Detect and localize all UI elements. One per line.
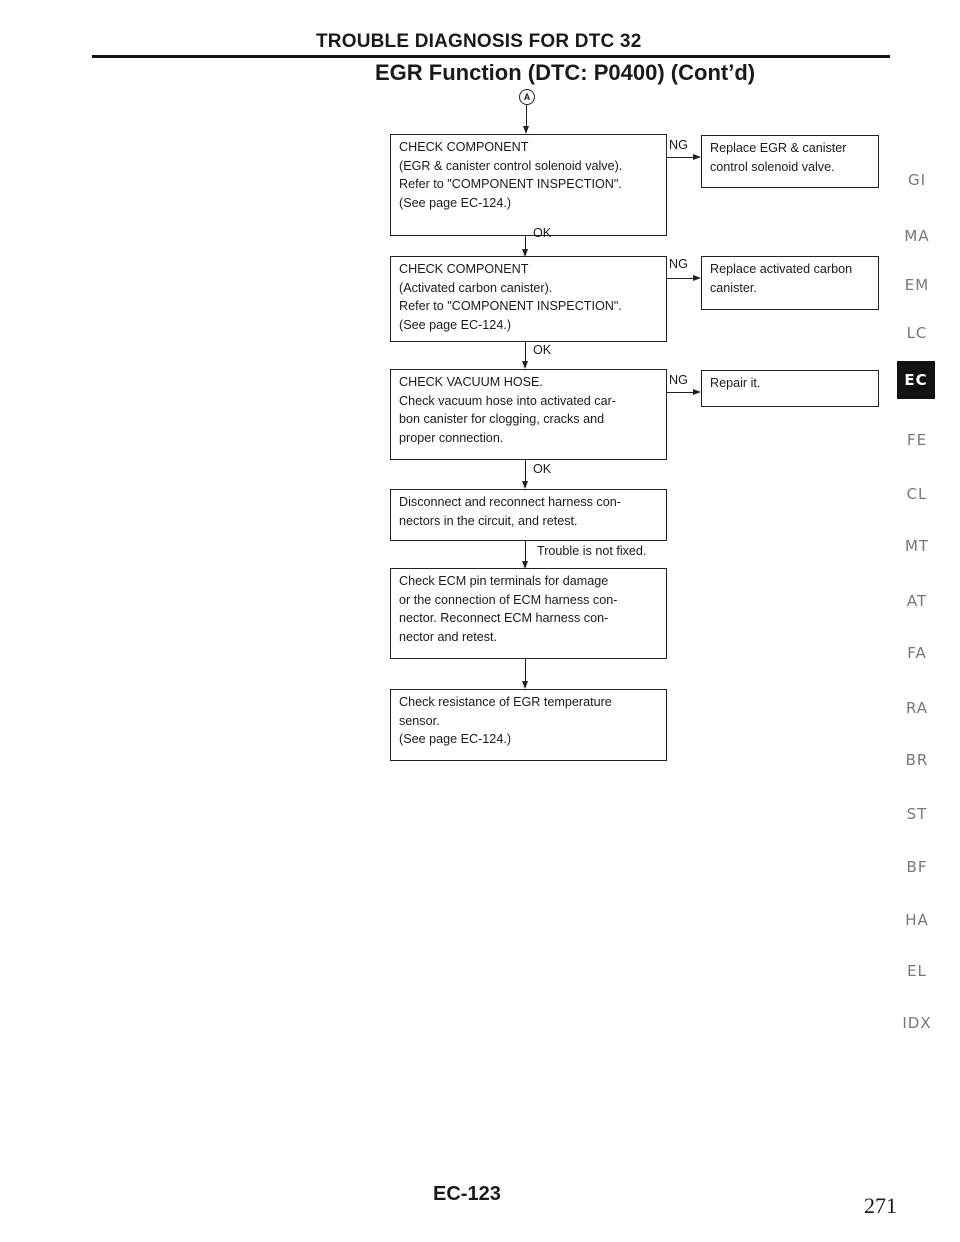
step1-ok-label: OK	[533, 226, 552, 240]
side-tab-ha[interactable]: HA	[905, 911, 929, 929]
step2-ng-label: NG	[669, 257, 688, 271]
side-tab-bf[interactable]: BF	[906, 858, 928, 876]
step3-ok-label: OK	[533, 462, 552, 476]
side-tab-mt[interactable]: MT	[904, 537, 930, 555]
step3-ng-box: Repair it.	[701, 370, 879, 407]
arrow-right-icon	[693, 389, 701, 395]
side-tab-el[interactable]: EL	[907, 962, 927, 980]
arrow-right-icon	[693, 154, 701, 160]
side-tab-em[interactable]: EM	[904, 276, 930, 294]
side-tab-gi[interactable]: GI	[907, 171, 927, 189]
arrow-down-icon	[523, 126, 529, 134]
step5-box: Check ECM pin terminals for damage or the connection of ECM harness con- nector. Reconnect ECM harness con- nector and retest.	[390, 568, 667, 659]
side-tab-ec-active[interactable]: EC	[897, 361, 935, 399]
step1-ng-box: Replace EGR & canister control solenoid valve.	[701, 135, 879, 188]
step2-ok-label: OK	[533, 343, 552, 357]
side-tab-fe[interactable]: FE	[906, 431, 928, 449]
step3-box: CHECK VACUUM HOSE. Check vacuum hose into activated car- bon canister for clogging, cracks and proper connection.	[390, 369, 667, 460]
step3-ng-label: NG	[669, 373, 688, 387]
flow-line	[525, 541, 526, 562]
side-tab-lc[interactable]: LC	[906, 324, 928, 342]
step4-next-label: Trouble is not fixed.	[537, 544, 647, 558]
step4-box: Disconnect and reconnect harness con- nectors in the circuit, and retest.	[390, 489, 667, 541]
flow-line	[667, 392, 695, 393]
step6-box: Check resistance of EGR temperature sensor. (See page EC-124.)	[390, 689, 667, 761]
page-subtitle: EGR Function (DTC: P0400) (Cont’d)	[375, 60, 756, 85]
title-rule	[92, 55, 890, 58]
side-tab-at[interactable]: AT	[906, 592, 928, 610]
side-tab-cl[interactable]: CL	[906, 485, 928, 503]
side-tab-ma[interactable]: MA	[904, 227, 930, 245]
side-tab-st[interactable]: ST	[906, 805, 928, 823]
arrow-down-icon	[522, 481, 528, 489]
side-tab-idx[interactable]: IDX	[902, 1014, 932, 1032]
page-title: TROUBLE DIAGNOSIS FOR DTC 32	[316, 31, 642, 52]
side-tab-ra[interactable]: RA	[905, 699, 929, 717]
flow-line	[525, 460, 526, 482]
flow-line	[526, 105, 527, 127]
arrow-down-icon	[522, 681, 528, 689]
arrow-down-icon	[522, 361, 528, 369]
page-number: 271	[864, 1193, 897, 1218]
flow-line	[667, 278, 695, 279]
side-tab-br[interactable]: BR	[905, 751, 929, 769]
step1-box: CHECK COMPONENT (EGR & canister control solenoid valve). Refer to "COMPONENT INSPECTION". (See page EC-124.)	[390, 134, 667, 236]
page-code: EC-123	[433, 1183, 501, 1205]
flow-line	[525, 659, 526, 682]
step2-ng-box: Replace activated carbon canister.	[701, 256, 879, 310]
flow-line	[525, 342, 526, 362]
step1-ng-label: NG	[669, 138, 688, 152]
connector-a: A	[519, 89, 535, 105]
step2-box: CHECK COMPONENT (Activated carbon canister). Refer to "COMPONENT INSPECTION". (See page EC-124.)	[390, 256, 667, 342]
arrow-right-icon	[693, 275, 701, 281]
flow-line	[525, 236, 526, 250]
side-tab-fa[interactable]: FA	[907, 644, 927, 662]
flow-line	[667, 157, 695, 158]
